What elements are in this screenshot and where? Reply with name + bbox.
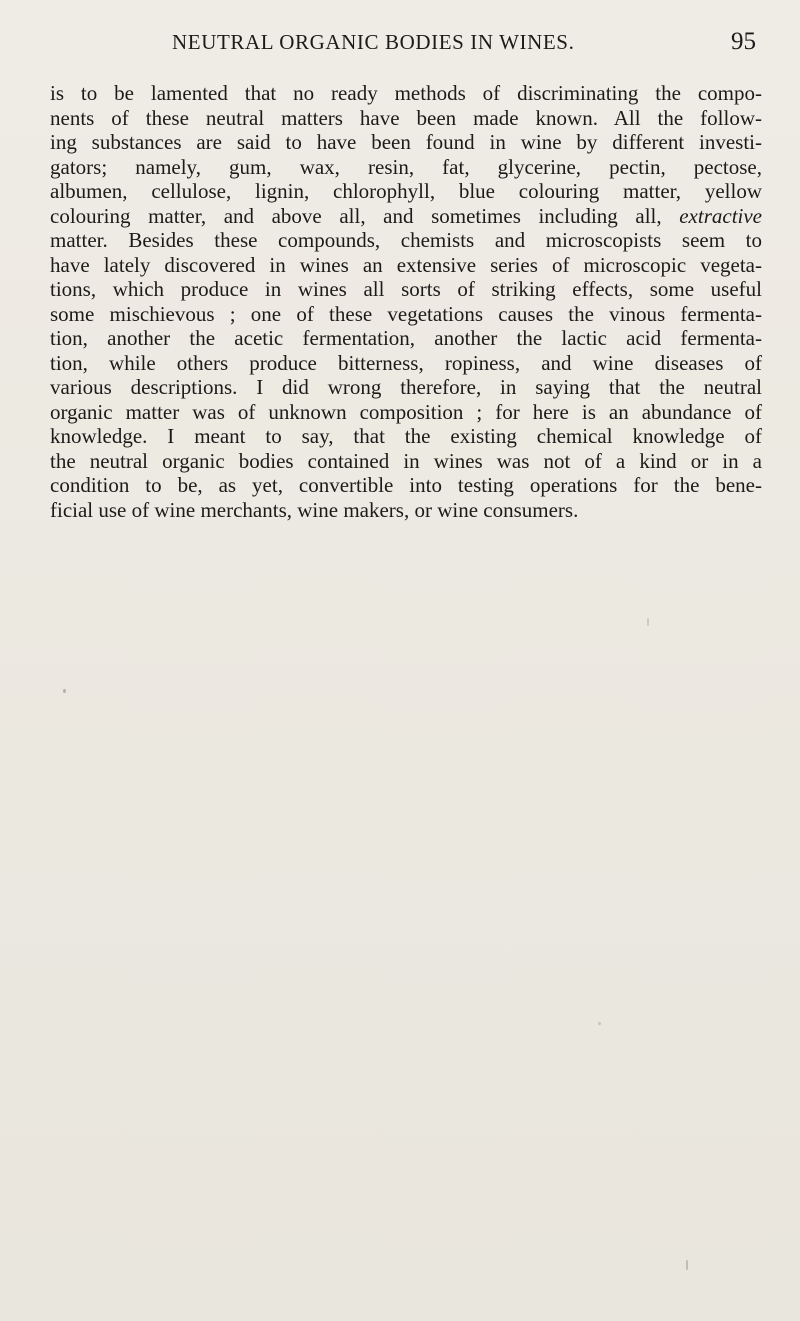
text-line: is to be lamented that no ready methods of discriminating the compo-	[50, 81, 762, 105]
running-head	[0, 30, 800, 62]
text-line: colouring matter, and above all, and sometimes including all, extractive	[50, 203, 762, 228]
page-number: 95	[731, 28, 756, 55]
text-line: condition to be, as yet, convertible into testing operations for the bene-	[50, 473, 762, 497]
text-line: organic matter was of unknown composition ; for here is an abundance of	[50, 399, 762, 424]
text-line: tion, while others produce bitterness, ropiness, and wine diseases of	[50, 350, 762, 375]
text-line: matter. Besides these compounds, chemists and microscopists seem to	[50, 228, 762, 252]
paper-speck	[647, 618, 649, 626]
text-line: ficial use of wine merchants, wine makers, or wine consumers.	[50, 497, 579, 522]
text-line: various descriptions. I did wrong therefore, in saying that the neutral	[50, 375, 762, 399]
body-paragraph	[50, 81, 762, 522]
paper-speck	[63, 689, 66, 693]
text-line: some mischievous ; one of these vegetations causes the vinous fermenta-	[50, 301, 762, 326]
text-line: tion, another the acetic fermentation, another the lactic acid fermenta-	[50, 326, 762, 350]
paper-speck	[598, 1022, 601, 1025]
text-line: tions, which produce in wines all sorts of striking effects, some useful	[50, 277, 762, 301]
italic-term: extractive	[679, 203, 762, 228]
running-title: NEUTRAL ORGANIC BODIES IN WINES.	[172, 30, 575, 54]
text-line: nents of these neutral matters have been made known. All the follow-	[50, 105, 762, 130]
text-line: albumen, cellulose, lignin, chlorophyll, blue colouring matter, yellow	[50, 179, 762, 203]
text-line: the neutral organic bodies contained in wines was not of a kind or in a	[50, 448, 762, 473]
text-line: gators; namely, gum, wax, resin, fat, glycerine, pectin, pectose,	[50, 154, 762, 179]
text-line: knowledge. I meant to say, that the existing chemical knowledge of	[50, 424, 762, 448]
paper-speck	[686, 1260, 688, 1270]
text-line: have lately discovered in wines an extensive series of microscopic vegeta-	[50, 252, 762, 277]
text-line: ing substances are said to have been found in wine by different investi-	[50, 130, 762, 154]
